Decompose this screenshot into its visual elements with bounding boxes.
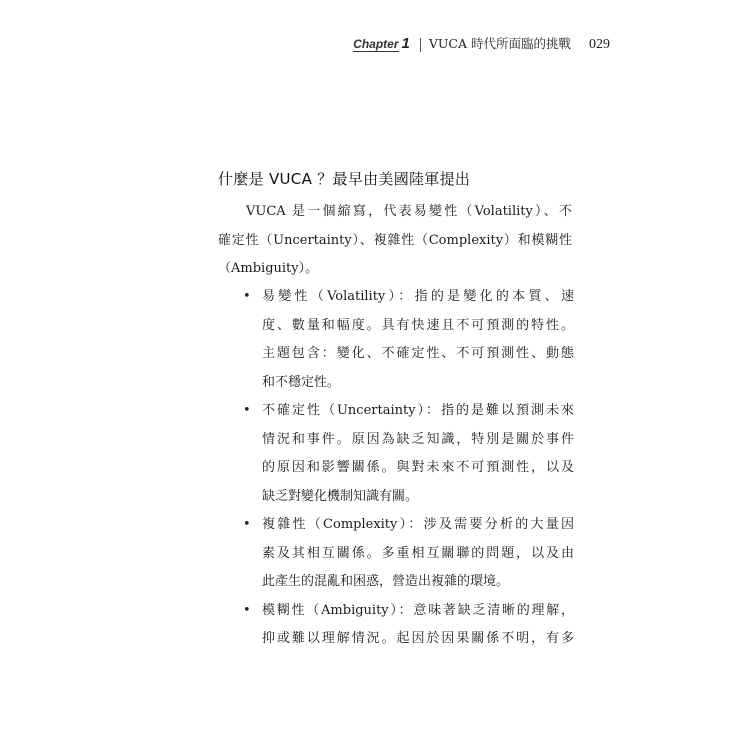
definition-line: 主題包含：變化、不確定性、不可預測性、動態 bbox=[262, 346, 574, 361]
header-divider bbox=[420, 38, 421, 52]
definition-line: 的原因和影響關係。與對未來不可預測性，以及 bbox=[262, 460, 574, 475]
intro-line: （Ambiguity）。 bbox=[218, 261, 319, 276]
definition-item-uncertainty bbox=[240, 397, 574, 511]
definition-line: 素及其相互關係。多重相互關聯的問題，以及由 bbox=[262, 545, 574, 561]
definition-line: 不確定性（Uncertainty）：指的是難以預測未來 bbox=[262, 403, 574, 418]
intro-line: 確定性（Uncertainty）、複雜性（Complexity）和模糊性 bbox=[218, 232, 572, 248]
definition-line: 度、數量和幅度。具有快速且不可預測的特性。 bbox=[262, 317, 574, 333]
definition-item-complexity bbox=[240, 511, 574, 597]
bullet-icon: • bbox=[243, 403, 251, 418]
chapter-number: 1 bbox=[401, 35, 410, 52]
chapter-label: Chapter bbox=[353, 37, 399, 51]
bullet-icon: • bbox=[243, 602, 251, 618]
intro-paragraph bbox=[218, 198, 572, 284]
definition-item-volatility bbox=[240, 283, 574, 397]
definition-list bbox=[240, 283, 574, 654]
chapter-title: VUCA 時代所面臨的挑戰 bbox=[428, 36, 571, 51]
running-header bbox=[300, 34, 610, 56]
definition-item-ambiguity bbox=[240, 597, 574, 654]
definition-line: 缺乏對變化機制知識有關。 bbox=[262, 488, 419, 504]
definition-line: 複雜性（Complexity）：涉及需要分析的大量因 bbox=[262, 517, 574, 532]
definition-line: 抑或難以理解情況。起因於因果關係不明，有多 bbox=[262, 631, 574, 646]
bullet-icon: • bbox=[243, 517, 251, 532]
definition-line: 和不穩定性。 bbox=[262, 374, 341, 390]
intro-line: VUCA 是一個縮寫，代表易變性（Volatility）、不 bbox=[246, 204, 572, 219]
definition-line: 情況和事件。原因為缺乏知識，特別是關於事件 bbox=[262, 431, 574, 447]
definition-line: 此產生的混亂和困惑，營造出複雜的環境。 bbox=[262, 574, 510, 589]
section-heading: 什麼是 VUCA ？最早由美國陸軍提出 bbox=[218, 170, 471, 188]
bullet-icon: • bbox=[243, 289, 251, 304]
definition-line: 模糊性（Ambiguity）：意味著缺乏清晰的理解， bbox=[262, 602, 574, 618]
page-number: 029 bbox=[589, 37, 610, 52]
definition-line: 易變性（Volatility）：指的是變化的本質、速 bbox=[262, 289, 574, 304]
